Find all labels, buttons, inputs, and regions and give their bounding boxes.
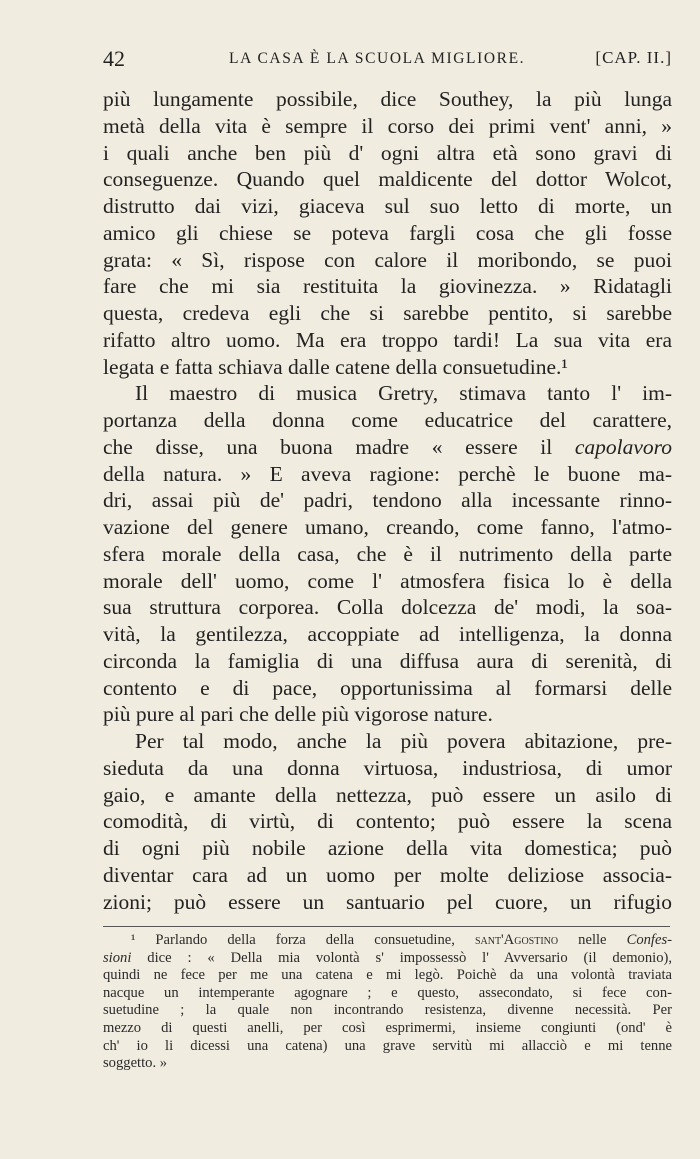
text-line: amico gli chiese se poteva fargli cosa che gli fosse [103,220,672,245]
text-line: di ogni più nobile azione della vita domestica; può [103,836,672,860]
text-line: portanza della donna come educatrice del carattere, [103,408,672,432]
footnote-work-title: Confes- [626,932,672,948]
footnote-line [103,950,672,968]
text-line: zioni; può essere un santuario pel cuore, un rifugio [103,889,672,914]
text-line: comodità, di virtù, di contento; può essere la scena [103,809,672,834]
text-line: vazione del genere umano, creando, come fanno, l'atmo- [103,515,672,539]
text-line: più lungamente possibile, dice Southey, la più lunga [103,87,672,111]
text-line: distrutto dai vizi, giaceva sul suo letto di morte, un [103,194,672,218]
text-line: grata: « Sì, rispose con calore il moribondo, se puoi [103,247,672,272]
text-line: Il maestro di musica Gretry, stimava tanto l' im- [135,381,672,406]
text-line: circonda la famiglia di una diffusa aura di serenità, di [103,648,672,673]
text-line: sfera morale della casa, che è il nutrimento della parte [103,541,672,566]
text-line: morale dell' uomo, come l' atmosfera fisica lo è della [103,568,672,593]
text-line: contento e di pace, opportunissima al formarsi delle [103,675,672,700]
paragraph-3 [103,728,672,915]
text-line: conseguenze. Quando quel maldicente del dottor Wolcot, [103,167,672,192]
text-line: legata e fatta schiava dalle catene della consuetudine.¹ [103,354,568,379]
text-line: della natura. » E aveva ragione: perchè le buone ma- [103,461,672,486]
footnote-line: quindi ne fece per me una catena e mi legò. Poichè da una volontà traviata [103,967,672,984]
body-text [103,86,672,915]
footnote-divider [103,926,670,927]
footnote-text: ¹ Parlando della forza della consuetudine, [131,932,475,948]
italic-word: capolavoro [574,434,672,459]
footnote-work-title: sioni [103,949,132,966]
text-line: diventar cara ad un uomo per molte deliziose associa- [103,862,672,887]
text-line: questa, credeva egli che si sarebbe pentito, si sarebbe [103,301,672,325]
text-line: i quali anche ben più d' ogni altra età sono gravi di [103,140,672,165]
text-line: metà della vita è sempre il corso dei primi vent' anni, » [103,113,672,138]
footnote-text: dice : « Della mia volontà s' impossessò l' Avversario (il demonio), [131,949,672,966]
text-line: dri, assai più de' padri, tendono alla incessante rinno- [103,488,672,513]
footnote-line [103,932,672,950]
footnote-line: nacque un intemperante agognare ; e questo, assecondato, si fece con- [103,984,672,1001]
footnote-author: sant'Agostino [474,932,559,948]
footnote [103,932,672,1073]
chapter-label: [CAP. II.] [595,48,672,67]
footnote-line: mezzo di questi anelli, per così esprimermi, insieme congiunti (ond' è [103,1019,672,1036]
running-title: LA CASA È LA SCUOLA MIGLIORE. [229,50,526,67]
text-line: gaio, e amante della nettezza, può essere un asilo di [103,782,672,807]
text-line: rifatto altro uomo. Ma era troppo tardi! La sua vita era [103,327,672,352]
text-line: più pure al pari che delle più vigorose nature. [103,702,493,727]
text-line: fare che mi sia restituita la giovinezza. » Ridatagli [103,274,672,299]
footnote-line: suetudine ; la quale non incontrando resistenza, divenne necessità. Per [103,1002,672,1019]
footnote-text: nelle [558,932,627,948]
text-line: Per tal modo, anche la più povera abitazione, pre- [135,729,672,753]
text-line: sieduta da una donna virtuosa, industriosa, di umor [103,755,672,780]
text-fragment: che disse, una buona madre « essere il [103,434,575,459]
paragraph-1 [103,86,672,380]
text-line [103,434,672,461]
paragraph-2 [103,380,672,728]
page-number: 42 [103,46,125,71]
text-line: vità, la gentilezza, accoppiate ad intelligenza, la donna [103,622,672,646]
text-line: sua struttura corporea. Colla dolcezza de' modi, la soa- [103,595,672,620]
running-header [103,44,672,76]
footnote-line: ch' io li dicessi una catena) una grave servitù mi allacciò e mi tenne [103,1037,672,1054]
footnote-line: soggetto. » [103,1055,168,1072]
